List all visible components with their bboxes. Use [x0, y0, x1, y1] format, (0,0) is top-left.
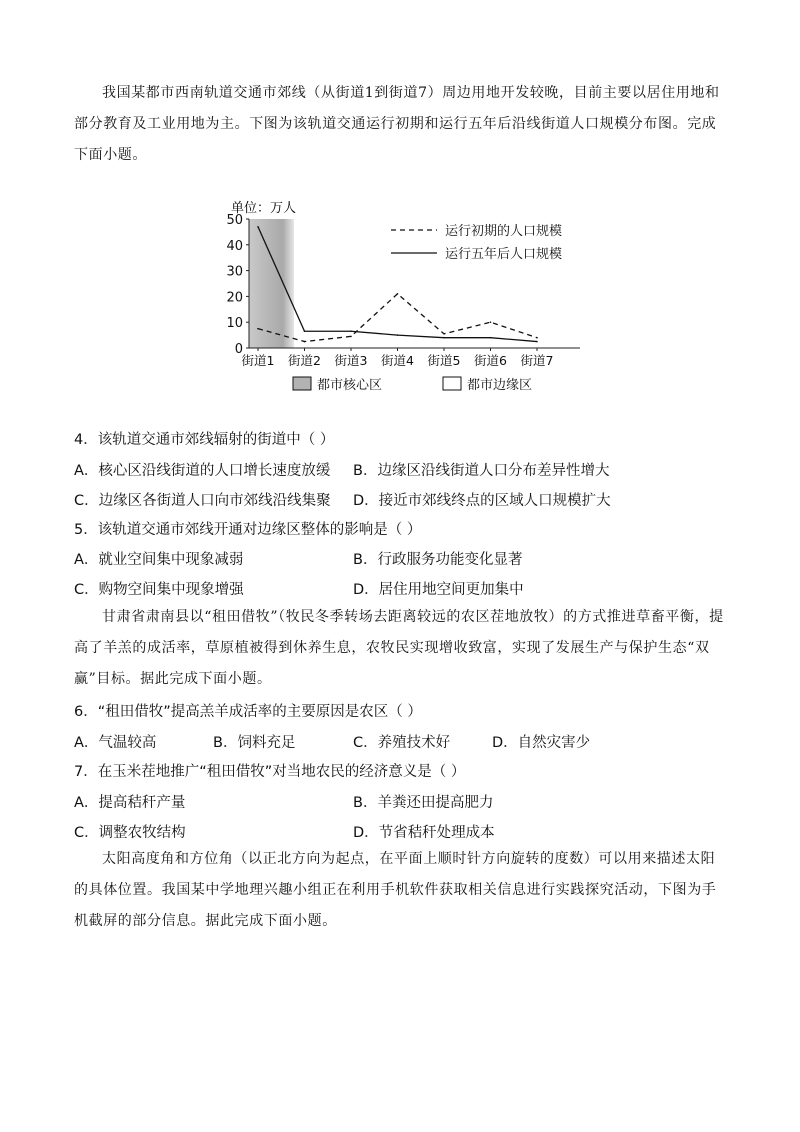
q4-option-d[interactable]: D．接近市郊线终点的区域人口规模扩大: [353, 493, 611, 509]
region-legend-swatch: [443, 377, 461, 390]
region-legend-label: 都市核心区: [317, 378, 383, 393]
data-point: [350, 336, 352, 338]
q5-stem: 5．该轨道交通市郊线开通对边缘区整体的影响是（ ）: [74, 522, 422, 538]
passage-grazing: 甘肃省肃南县以“租田借牧”（牧民冬季转场去距离较远的农区茬地放牧）的方式推进草畜平衡，提高了羊羔的成活率，草原植被得到休养生息，农牧民实现增收致富，实现了发展生产与保护生态“双赢”目标。据此完成下面小题。: [74, 609, 724, 687]
q7-option-c[interactable]: C．调整农牧结构: [74, 825, 186, 841]
y-tick-label: 10: [226, 316, 243, 332]
q4-option-a[interactable]: A．核心区沿线街道的人口增长速度放缓: [74, 463, 331, 479]
data-point: [443, 333, 445, 335]
passage-solar-angle: 太阳高度角和方位角（以正北方向为起点，在平面上顺时针方向旋转的度数）可以用来描述太阳的具体位置。我国某中学地理兴趣小组正在利用手机软件获取相关信息进行实践探究活动，下图为手机截屏的部分信息。据此完成下面小题。: [74, 851, 717, 929]
y-tick-label: 20: [226, 290, 243, 306]
q4-stem: 4．该轨道交通市郊线辐射的街道中（ ）: [74, 432, 335, 448]
q5-option-d[interactable]: D．居住用地空间更加集中: [353, 582, 524, 598]
legend-series-label: 运行五年后人口规模: [445, 247, 563, 262]
region-legend-swatch: [293, 377, 311, 390]
x-tick-label: 街道2: [288, 353, 321, 368]
q6-option-a[interactable]: A．气温较高: [74, 735, 157, 751]
data-point: [397, 334, 399, 336]
q7-option-a[interactable]: A．提高秸秆产量: [74, 795, 186, 811]
data-point: [257, 226, 259, 228]
q6-option-c[interactable]: C．养殖技术好: [353, 735, 451, 751]
legend-series-label: 运行初期的人口规模: [445, 224, 563, 239]
population-chart: [215, 196, 595, 406]
q5-option-a[interactable]: A．就业空间集中现象减弱: [74, 552, 244, 568]
y-axis-unit-label: 单位：万人: [231, 201, 297, 216]
y-tick-label: 40: [226, 238, 243, 254]
data-point: [257, 328, 259, 330]
y-tick-label: 50: [226, 213, 243, 228]
data-point: [536, 341, 538, 343]
data-point: [304, 341, 306, 343]
x-tick-label: 街道3: [334, 353, 368, 368]
q5-option-b[interactable]: B．行政服务功能变化显著: [353, 552, 523, 568]
core-region-shading: [249, 219, 294, 348]
q6-stem: 6．“租田借牧”提高羔羊成活率的主要原因是农区（ ）: [74, 704, 422, 720]
y-tick-label: 30: [226, 264, 243, 280]
q6-option-b[interactable]: B．饲料充足: [213, 735, 296, 751]
x-tick-label: 街道4: [381, 353, 414, 368]
x-tick-label: 街道1: [241, 353, 275, 368]
data-point: [350, 330, 352, 332]
region-legend-label: 都市边缘区: [467, 378, 533, 393]
x-tick-label: 街道7: [520, 353, 554, 368]
data-point: [490, 321, 492, 323]
x-tick-label: 街道6: [474, 353, 507, 368]
y-tick-label: 0: [234, 342, 243, 357]
q4-option-c[interactable]: C．边缘区各街道人口向市郊线沿线集聚: [74, 493, 331, 509]
q7-option-d[interactable]: D．节省秸秆处理成本: [353, 825, 495, 841]
data-point: [490, 337, 492, 339]
data-point: [304, 330, 306, 332]
q7-stem: 7．在玉米茬地推广“租田借牧”对当地农民的经济意义是（ ）: [74, 764, 466, 780]
q6-option-d[interactable]: D．自然灾害少: [492, 735, 591, 751]
data-point: [536, 337, 538, 339]
q5-option-c[interactable]: C．购物空间集中现象增强: [74, 582, 244, 598]
x-tick-label: 街道5: [427, 353, 461, 368]
passage-rail-transit: 我国某都市西南轨道交通市郊线（从街道1到街道7）周边用地开发较晚，目前主要以居住用地和部分教育及工业用地为主。下图为该轨道交通运行初期和运行五年后沿线街道人口规模分布图。完成下面小题。: [74, 85, 720, 163]
data-point: [443, 337, 445, 339]
q7-option-b[interactable]: B．羊粪还田提高肥力: [353, 795, 494, 811]
data-point: [397, 293, 399, 295]
q4-option-b[interactable]: B．边缘区沿线街道人口分布差异性增大: [353, 463, 610, 479]
